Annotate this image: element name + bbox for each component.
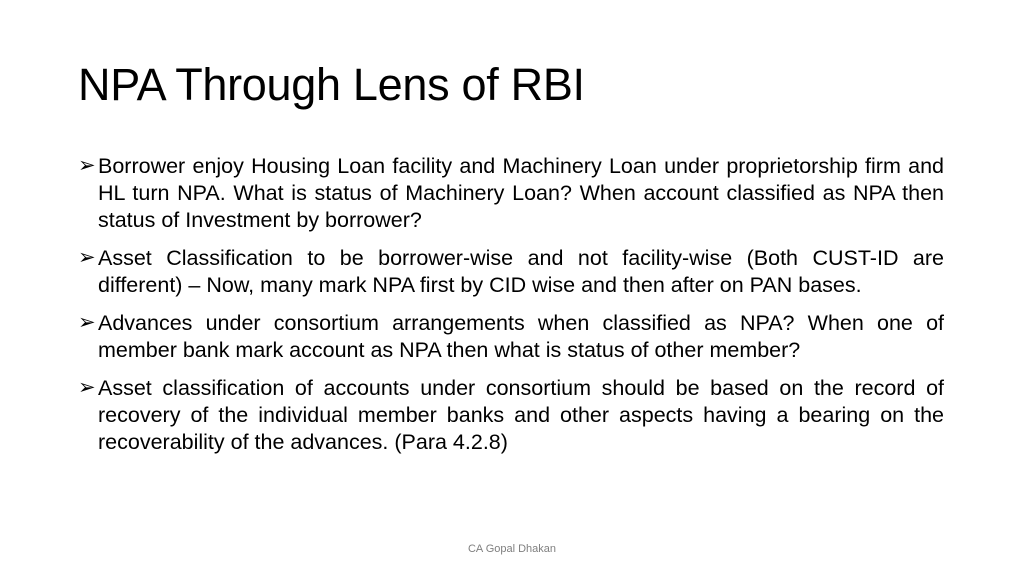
- bullet-text: Borrower enjoy Housing Loan facility and Machinery Loan under proprietorship firm and HL turn NPA. What is status of Machinery Loan? When account classified as NPA then status of Investment by borrower?: [98, 154, 944, 232]
- bullet-text: Asset Classification to be borrower-wise and not facility-wise (Both CUST-ID are different) – Now, many mark NPA first by CID wise and then after on PAN bases.: [98, 246, 944, 297]
- footer-author: CA Gopal Dhakan: [467, 543, 557, 555]
- bullet-list: [78, 153, 944, 467]
- arrowhead-bullet-icon: ➢: [78, 311, 96, 334]
- arrowhead-bullet-icon: ➢: [78, 154, 96, 177]
- arrowhead-bullet-icon: ➢: [78, 376, 96, 399]
- bullet-text: Advances under consortium arrangements when classified as NPA? When one of member bank mark account as NPA then what is status of other member?: [98, 311, 944, 362]
- arrowhead-bullet-icon: ➢: [78, 246, 96, 269]
- bullet-item: [78, 245, 944, 299]
- bullet-item: [78, 375, 944, 456]
- bullet-text: Asset classification of accounts under consortium should be based on the record of recovery of the individual member banks and other aspects having a bearing on the recoverability of the advances. (Para 4.2.8): [98, 376, 944, 454]
- slide-title: NPA Through Lens of RBI: [78, 59, 585, 110]
- bullet-item: [78, 153, 944, 234]
- bullet-item: [78, 310, 944, 364]
